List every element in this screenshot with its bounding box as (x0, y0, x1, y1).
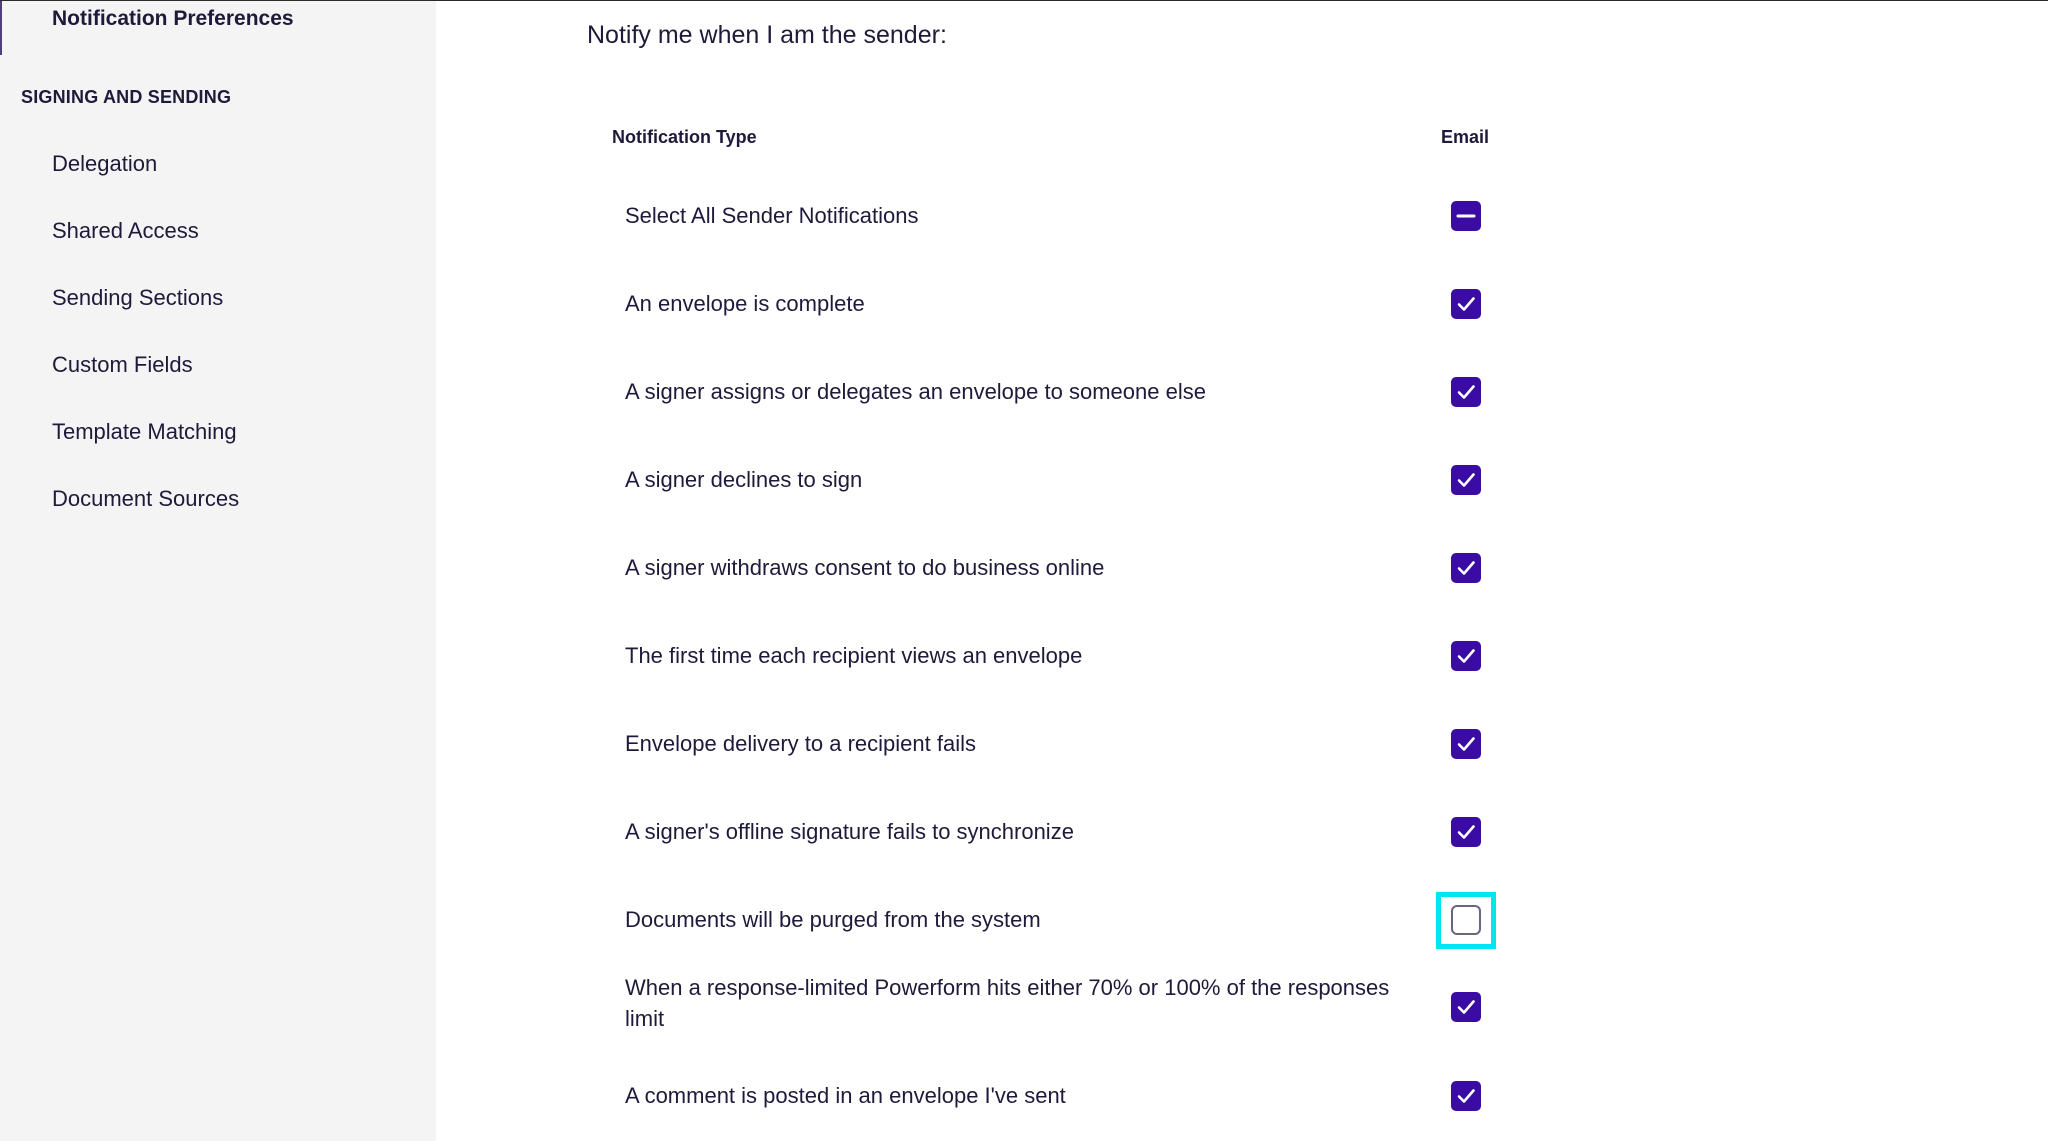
email-checkbox[interactable] (1451, 1081, 1481, 1111)
sidebar-item-shared-access[interactable]: Shared Access (52, 218, 199, 243)
checkmark-icon (1453, 643, 1479, 669)
notification-label: A signer withdraws consent to do business online (625, 555, 1105, 580)
notification-label: A signer's offline signature fails to synchronize (625, 819, 1074, 844)
checkmark-icon (1453, 291, 1479, 317)
sidebar-item-template-matching[interactable]: Template Matching (52, 419, 237, 444)
email-checkbox[interactable] (1451, 641, 1481, 671)
email-checkbox[interactable] (1451, 465, 1481, 495)
email-checkbox[interactable] (1451, 817, 1481, 847)
notification-label: Documents will be purged from the system (625, 907, 1041, 932)
sidebar-item-custom-fields[interactable]: Custom Fields (52, 352, 193, 377)
sidebar-item-notification-preferences[interactable]: Notification Preferences (52, 7, 294, 30)
notification-label: A comment is posted in an envelope I've sent (625, 1083, 1066, 1108)
notification-label: An envelope is complete (625, 291, 865, 316)
email-checkbox[interactable] (1451, 377, 1481, 407)
settings-sidebar (0, 1, 436, 1141)
email-checkbox[interactable] (1451, 992, 1481, 1022)
email-checkbox[interactable] (1451, 553, 1481, 583)
column-header-email: Email (1441, 127, 1490, 147)
checkmark-icon (1453, 555, 1479, 581)
select-all-email-checkbox[interactable] (1451, 201, 1481, 231)
notification-label: Select All Sender Notifications (625, 203, 919, 228)
notification-label: Envelope delivery to a recipient fails (625, 731, 976, 756)
checkmark-icon (1453, 994, 1479, 1020)
checkmark-icon (1453, 379, 1479, 405)
checkmark-icon (1453, 731, 1479, 757)
sidebar-item-sending-sections[interactable]: Sending Sections (52, 285, 224, 310)
notification-label: When a response-limited Powerform hits either 70% or 100% of the responses limit (625, 975, 1390, 1031)
checkmark-icon (1453, 467, 1479, 493)
focus-highlight (1436, 892, 1496, 949)
sidebar-item-document-sources[interactable]: Document Sources (52, 486, 240, 511)
checkmark-icon (1453, 819, 1479, 845)
notification-label: The first time each recipient views an envelope (625, 643, 1083, 668)
minus-icon (1453, 203, 1479, 229)
column-header-notification-type: Notification Type (612, 127, 757, 147)
active-item-indicator (0, 1, 2, 55)
email-checkbox[interactable] (1451, 289, 1481, 319)
sidebar-item-delegation[interactable]: Delegation (52, 151, 158, 176)
page-heading: Notify me when I am the sender: (587, 21, 947, 49)
email-checkbox[interactable] (1451, 729, 1481, 759)
sidebar-section-signing-and-sending: SIGNING AND SENDING (21, 87, 232, 107)
notification-label: A signer assigns or delegates an envelope to someone else (625, 379, 1206, 404)
checkmark-icon (1453, 1083, 1479, 1109)
notification-label: A signer declines to sign (625, 467, 863, 492)
